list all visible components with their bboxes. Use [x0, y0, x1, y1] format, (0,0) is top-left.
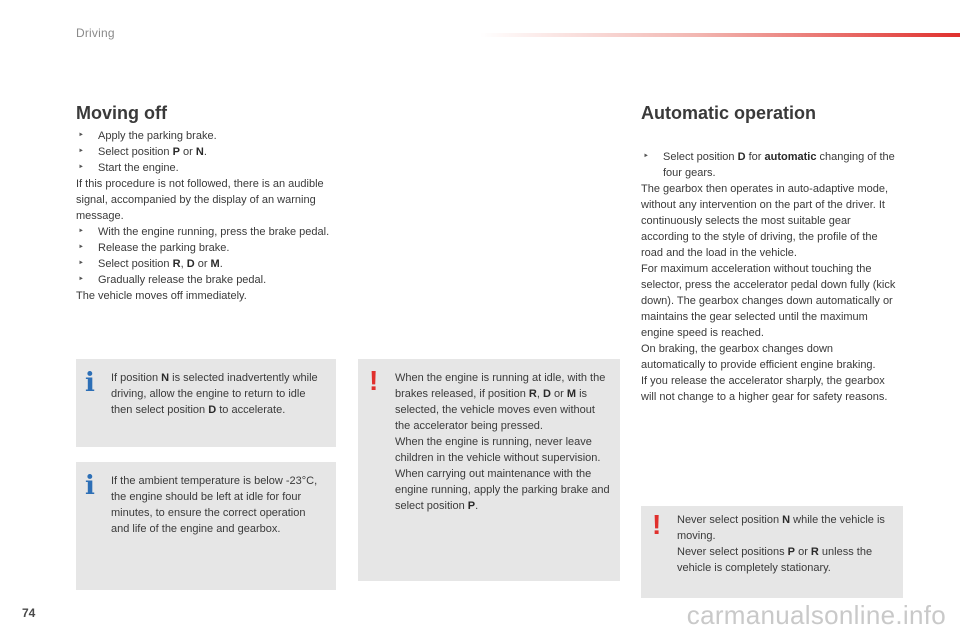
warning-box: [358, 359, 620, 581]
list-item: ‣ Select position R, D or M.: [78, 258, 223, 270]
paragraph: The vehicle moves off immediately.: [76, 290, 247, 302]
bullet-icon: ‣: [78, 146, 84, 157]
info-box-text: If the ambient temperature is below -23°C, the engine should be left at idle for four minutes, to ensure the correct operation and life of the engine and gearbox.: [111, 475, 318, 535]
warning-box-text: When the engine is running at idle, with the brakes released, if position R, D or M is selected, the vehicle moves even without the accelerator being pressed. When the engine is running, never leave children in the vehicle without supervision. When carrying out maintenance with the engine running, apply the parking brake and select position P.: [395, 372, 610, 512]
automatic-operation-body: [641, 149, 899, 405]
bullet-icon: ‣: [78, 242, 84, 253]
list-item: ‣ Gradually release the brake pedal.: [78, 274, 267, 286]
paragraph: If you release the accelerator sharply, the gearbox will not change to a higher gear for safety reasons.: [641, 375, 888, 403]
warning-icon: !: [369, 365, 379, 396]
info-box-text: If position N is selected inadvertently while driving, allow the engine to return to idle then select position D to accelerate.: [111, 372, 318, 416]
info-box: [76, 359, 336, 447]
moving-off-heading: Moving off: [76, 103, 167, 123]
warning-box: [641, 506, 903, 598]
header-accent-bar: [480, 33, 960, 37]
info-icon: i: [85, 471, 95, 501]
list-item: ‣ With the engine running, press the brake pedal.: [78, 226, 330, 238]
list-item: ‣ Select position D for automatic changing of the four gears.: [643, 151, 895, 179]
section-title: Driving: [76, 26, 115, 40]
bullet-icon: ‣: [78, 130, 84, 141]
paragraph: For maximum acceleration without touching the selector, press the accelerator pedal down fully (kick down). The gearbox changes down automatically or maintains the gear selected until the maximum engine speed is reached.: [641, 263, 896, 339]
warning-icon: !: [652, 509, 662, 540]
paragraph: On braking, the gearbox changes down automatically to provide efficient engine braking.: [641, 343, 876, 371]
bullet-icon: ‣: [78, 274, 84, 285]
bullet-icon: ‣: [78, 226, 84, 237]
list-item: ‣ Select position P or N.: [78, 146, 207, 158]
paragraph: If this procedure is not followed, there is an audible signal, accompanied by the display of an warning message.: [76, 178, 324, 222]
info-icon: i: [85, 368, 95, 398]
automatic-operation-heading: Automatic operation: [641, 103, 817, 123]
bullet-icon: ‣: [78, 258, 84, 269]
paragraph: The gearbox then operates in auto-adaptive mode, without any intervention on the part of the driver. It continuously selects the most suitable gear according to the style of driving, the profile of the road and the load in the vehicle.: [641, 183, 889, 259]
warning-box-text: Never select position N while the vehicle is moving. Never select positions P or R unless the vehicle is completely stationary.: [677, 514, 885, 574]
list-item: ‣ Start the engine.: [78, 162, 179, 174]
watermark[interactable]: carmanualsonline.info: [686, 600, 946, 630]
list-item: ‣ Apply the parking brake.: [78, 130, 217, 142]
bullet-icon: ‣: [78, 162, 84, 173]
page-number: 74: [22, 606, 36, 620]
list-item: ‣ Release the parking brake.: [78, 242, 230, 254]
bullet-icon: ‣: [643, 151, 649, 162]
info-box: [76, 462, 336, 590]
moving-off-body: [76, 128, 330, 304]
